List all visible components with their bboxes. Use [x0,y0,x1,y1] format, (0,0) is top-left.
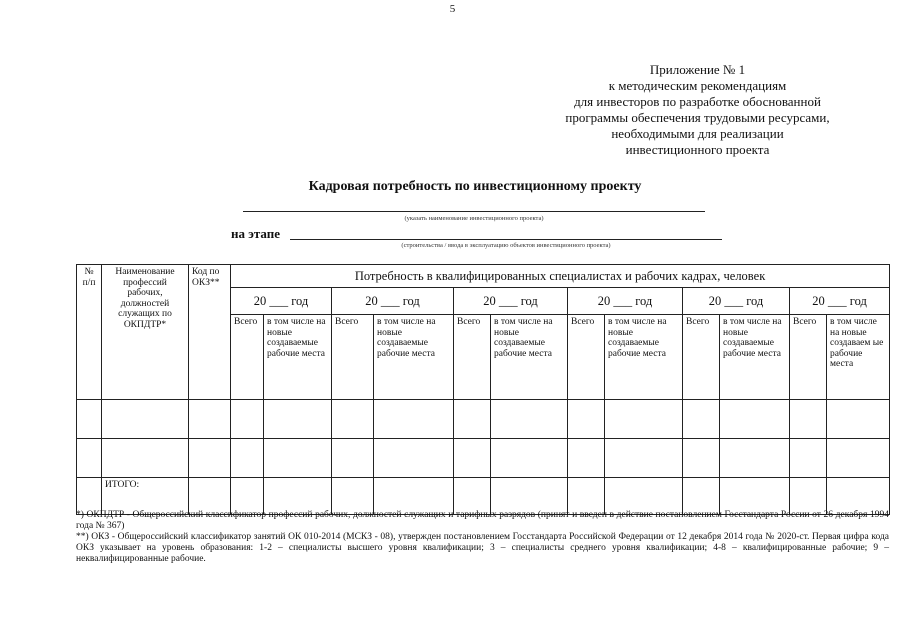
table-cell [827,439,890,478]
table-cell [790,478,827,515]
table-row [77,400,890,439]
stage-line [290,239,722,240]
table-cell [264,478,332,515]
table-cell [568,400,605,439]
appendix-line: Приложение № 1 [649,62,746,77]
header-total: Всего [454,315,491,400]
header-total: Всего [683,315,720,400]
header-new-jobs: в том числе на новые создаваемые рабочие места [720,315,790,400]
footnote-okz: **) ОКЗ - Общероссийский классификатор занятий ОК 010-2014 (МСКЗ - 08), утвержден постановлением Госстандарта Российской Федерации от 12 декабря 2014 года № 2020-ст. Первая цифра кода ОКЗ указывает на уровень образования: 1-2 – специалисты высшего уровня квалификации; 3 – специалисты среднего уровня квалификации; 4-8 – квалифицированные рабочие; 9 – неквалифицированные рабочие. [76,532,889,564]
footnotes [76,510,889,565]
table-cell [231,439,264,478]
table-cell [374,478,454,515]
header-new-jobs: в том числе на новые создаваемые рабочие места [491,315,568,400]
table-cell [189,400,231,439]
project-name-caption: (указать наименование инвестиционного проекта) [404,215,544,222]
header-new-jobs: в том числе на новые создаваем ые рабочие места [827,315,890,400]
project-name-line [243,211,705,212]
table-cell [720,478,790,515]
stage-label: на этапе [231,226,280,241]
table-cell [683,400,720,439]
table-cell [77,478,102,515]
table-cell [77,400,102,439]
footnote-okpdtr: *) ОКПДТР - Общероссийский классификатор профессий рабочих, должностей служащих и тарифных разрядов (принят и введен в действие постановлением Госстандарта России от 26 декабря 1994 года № 367) [76,510,889,531]
header-total: Всего [332,315,374,400]
header-total: Всего [790,315,827,400]
table-cell [77,439,102,478]
table-cell [827,478,890,515]
table-cell [720,439,790,478]
page-number: 5 [449,3,456,15]
header-year: 20 ___ год [231,288,332,315]
table-cell [102,439,189,478]
table-row [77,439,890,478]
header-year: 20 ___ год [683,288,790,315]
table-cell [189,439,231,478]
table-cell [264,400,332,439]
table-cell [332,478,374,515]
header-year: 20 ___ год [454,288,568,315]
stage-caption: (строительства / ввода в эксплуатацию объектов инвестиционного проекта) [401,242,611,249]
staffing-table [76,264,890,515]
table-cell [374,400,454,439]
table-cell [454,400,491,439]
table-cell [491,478,568,515]
table-cell [605,439,683,478]
table-cell [264,439,332,478]
appendix-line: инвестиционного проекта [625,142,770,157]
table-cell [231,400,264,439]
header-new-jobs: в том числе на новые создаваемые рабочие места [374,315,454,400]
table-cell [332,439,374,478]
appendix-line: программы обеспечения трудовыми ресурсами, [565,110,830,125]
table-cell [790,439,827,478]
table-cell [568,478,605,515]
table-cell [790,400,827,439]
header-total: Всего [231,315,264,400]
appendix-line: к методическим рекомендациям [608,78,787,93]
table-cell [454,478,491,515]
table-cell [720,400,790,439]
table-cell [454,439,491,478]
appendix-line: необходимыми для реализации [611,126,784,141]
table-cell [827,400,890,439]
appendix-line: для инвесторов по разработке обоснованной [574,94,821,109]
table-cell [568,439,605,478]
header-year: 20 ___ год [790,288,890,315]
appendix-heading [520,62,875,158]
header-new-jobs: в том числе на новые создаваемые рабочие места [605,315,683,400]
document-title: Кадровая потребность по инвестиционному проекту [308,179,642,194]
header-number: № п/п [77,265,102,400]
header-year: 20 ___ год [332,288,454,315]
table-cell [189,478,231,515]
table-cell [374,439,454,478]
total-row [77,478,890,515]
header-new-jobs: в том числе на новые создаваемые рабочие места [264,315,332,400]
header-total: Всего [568,315,605,400]
header-year: 20 ___ год [568,288,683,315]
table-cell [231,478,264,515]
table-cell [102,400,189,439]
total-label: ИТОГО: [102,478,189,515]
table-cell [332,400,374,439]
table-cell [683,439,720,478]
header-okz-code: Код по ОКЗ** [189,265,231,400]
table-cell [605,400,683,439]
header-need: Потребность в квалифицированных специалистах и рабочих кадрах, человек [231,265,890,288]
table-cell [491,439,568,478]
table-cell [605,478,683,515]
header-profession-name: Наименование профессий рабочих, должностей служащих по ОКПДТР* [102,265,189,400]
table-cell [491,400,568,439]
table-cell [683,478,720,515]
